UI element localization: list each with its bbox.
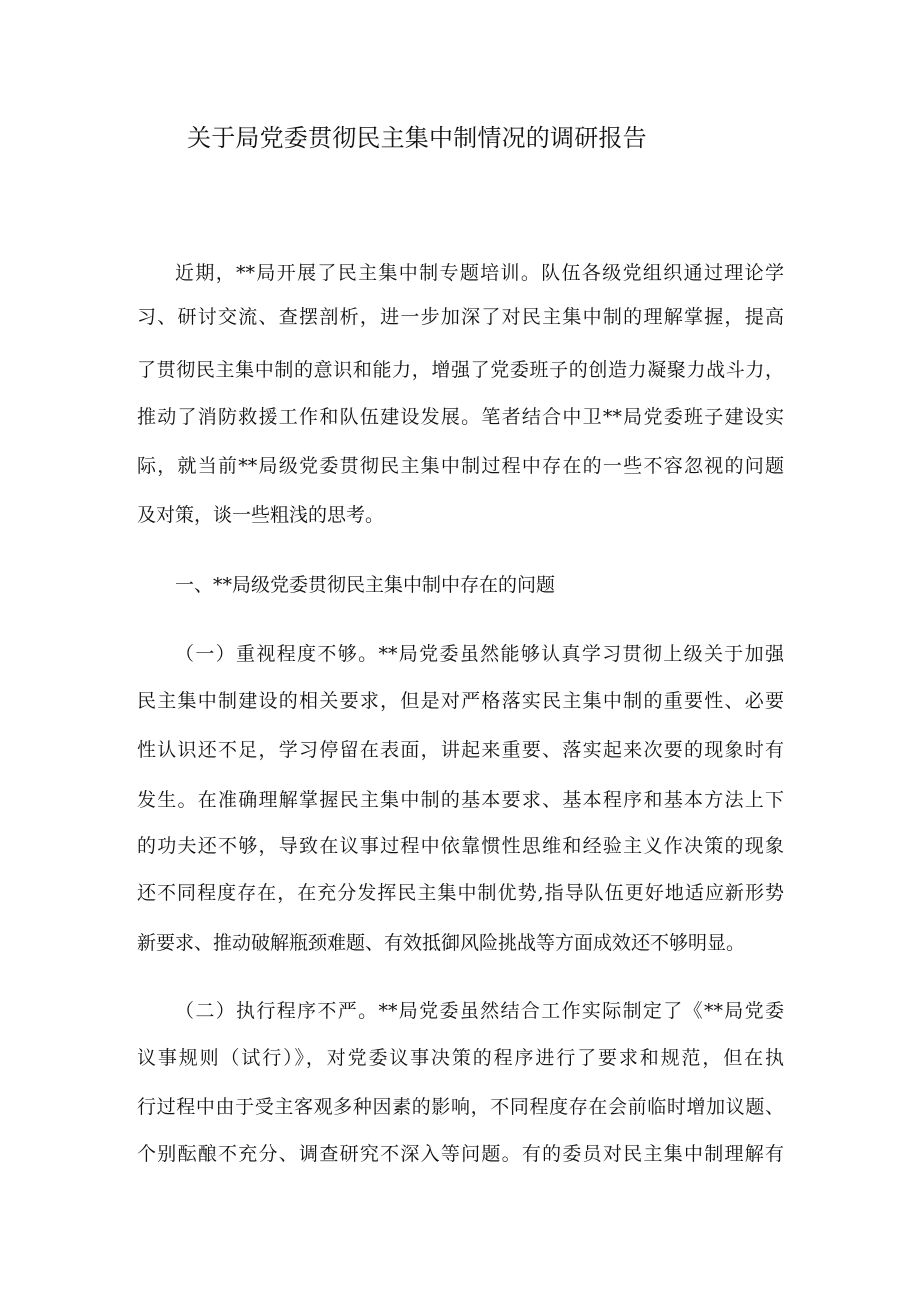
text-line: 际，就当前**局级党委贯彻民主集中制过程中存在的一些不容忽视的问题: [137, 455, 784, 477]
text-line: 行过程中由于受主客观多种因素的影响，不同程度存在会前临时增加议题、: [137, 1096, 784, 1118]
text-line: 习、研讨交流、查摆剖析，进一步加深了对民主集中制的理解掌握，提高: [137, 306, 784, 328]
section-heading-text: 一、**局级党委贯彻民主集中制中存在的问题: [175, 574, 556, 596]
text-line: 新要求、推动破解瓶颈难题、有效抵御风险挑战等方面成效还不够明显。: [137, 932, 746, 954]
text-line: 的功夫还不够，导致在议事过程中依靠惯性思维和经验主义作决策的现象: [137, 835, 784, 857]
document-title: 关于局党委贯彻民主集中制情况的调研报告: [187, 124, 647, 152]
text-line: 还不同程度存在，在充分发挥民主集中制优势,指导队伍更好地适应新形势: [137, 882, 784, 904]
text-line: （一）重视程度不够。**局党委虽然能够认真学习贯彻上级关于加强: [175, 643, 784, 665]
text-line: （二）执行程序不严。**局党委虽然结合工作实际制定了《**局党委: [175, 1000, 784, 1022]
text-line: 近期，**局开展了民主集中制专题培训。队伍各级党组织通过理论学: [175, 262, 784, 284]
text-line: 议事规则（试行）》，对党委议事决策的程序进行了要求和规范，但在执: [137, 1047, 784, 1069]
text-line: 性认识还不足，学习停留在表面，讲起来重要、落实起来次要的现象时有: [137, 739, 784, 761]
text-line: 及对策，谈一些粗浅的思考。: [137, 504, 385, 526]
text-line: 发生。在准确理解掌握民主集中制的基本要求、基本程序和基本方法上下: [137, 789, 784, 811]
text-line: 推动了消防救援工作和队伍建设发展。笔者结合中卫**局党委班子建设实: [137, 406, 784, 428]
text-line: 民主集中制建设的相关要求，但是对严格落实民主集中制的重要性、必要: [137, 690, 784, 712]
text-line: 个别酝酿不充分、调查研究不深入等问题。有的委员对民主集中制理解有: [137, 1143, 784, 1165]
text-line: 了贯彻民主集中制的意识和能力，增强了党委班子的创造力凝聚力战斗力，: [137, 359, 784, 381]
